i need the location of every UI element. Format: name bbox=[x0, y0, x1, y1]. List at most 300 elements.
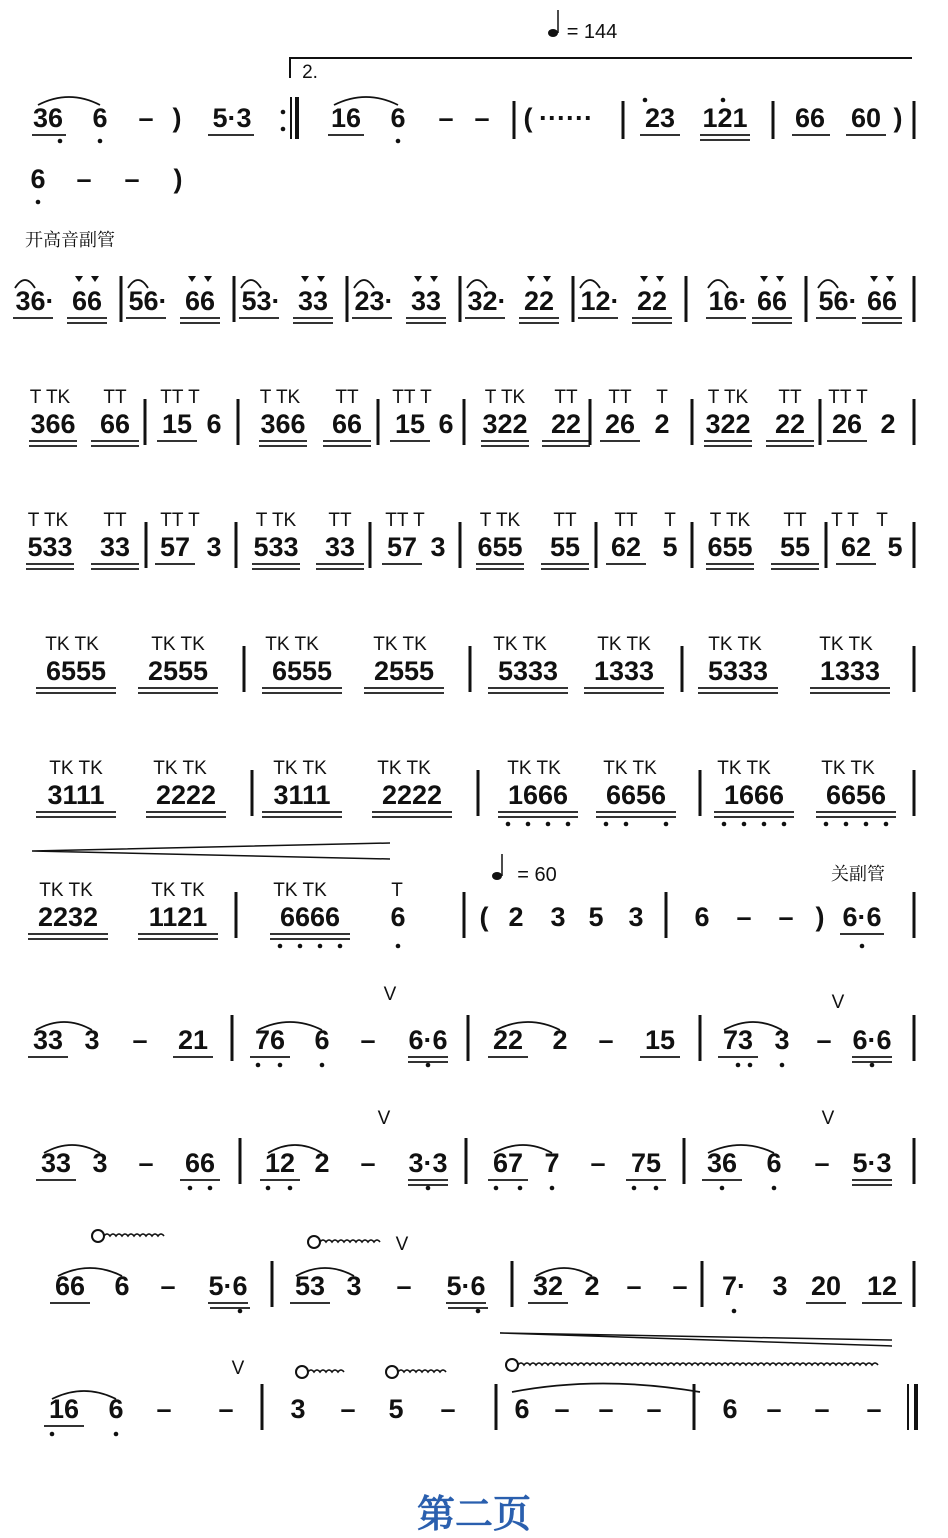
tonguing-mark: TK TK bbox=[265, 634, 319, 655]
octave-dot bbox=[320, 1063, 325, 1068]
note: 3 bbox=[206, 532, 222, 562]
note: – bbox=[672, 1271, 688, 1301]
note: 75 bbox=[630, 1148, 662, 1178]
note: 2555 bbox=[147, 656, 209, 686]
note: 15 bbox=[644, 1025, 676, 1055]
tonguing-mark: T TK bbox=[259, 387, 301, 408]
tonguing-mark: TK TK bbox=[377, 758, 431, 779]
note: 6 bbox=[514, 1394, 530, 1424]
octave-dot bbox=[762, 822, 767, 827]
note: 15 bbox=[394, 409, 426, 439]
note: – bbox=[340, 1394, 356, 1424]
octave-dot bbox=[870, 1063, 875, 1068]
accent-mark bbox=[414, 276, 422, 282]
note: 20 bbox=[810, 1271, 842, 1301]
octave-dot bbox=[844, 822, 849, 827]
note: 6 bbox=[206, 409, 222, 439]
note: 1121 bbox=[148, 902, 208, 932]
note: 62 bbox=[610, 532, 642, 562]
note: – bbox=[866, 1394, 882, 1424]
tie bbox=[512, 1384, 700, 1393]
octave-dot bbox=[476, 1309, 481, 1314]
note: – bbox=[440, 1394, 456, 1424]
trill-line bbox=[104, 1234, 164, 1236]
octave-dot bbox=[736, 1063, 741, 1068]
note: 5 bbox=[388, 1394, 404, 1424]
note: 7 bbox=[544, 1148, 560, 1178]
note: 55 bbox=[549, 532, 581, 562]
note: 66 bbox=[866, 286, 898, 316]
note: 32 bbox=[532, 1271, 564, 1301]
octave-dot bbox=[494, 1186, 499, 1191]
note: 67 bbox=[492, 1148, 524, 1178]
breath-mark: V bbox=[383, 984, 397, 1005]
note: 6 bbox=[722, 1394, 738, 1424]
note: 2 bbox=[654, 409, 670, 439]
trill-mark bbox=[92, 1230, 104, 1242]
octave-dot bbox=[36, 200, 41, 205]
trill-line bbox=[398, 1370, 446, 1372]
tonguing-mark: T bbox=[391, 880, 403, 901]
accent-mark bbox=[301, 276, 309, 282]
note: 3 bbox=[774, 1025, 790, 1055]
accent-mark bbox=[886, 276, 894, 282]
tonguing-mark: TK TK bbox=[273, 758, 327, 779]
note: 53· bbox=[241, 286, 281, 316]
note: 7· bbox=[721, 1271, 747, 1301]
tonguing-mark: TT T bbox=[392, 387, 432, 408]
note: 12 bbox=[866, 1271, 898, 1301]
note: 6 bbox=[92, 103, 108, 133]
hairpin bbox=[32, 843, 390, 859]
octave-dot bbox=[624, 822, 629, 827]
note: 6·6 bbox=[408, 1025, 448, 1055]
trill-mark bbox=[386, 1366, 398, 1378]
tonguing-mark: TT T bbox=[160, 387, 200, 408]
accent-mark bbox=[656, 276, 664, 282]
octave-dot bbox=[288, 1186, 293, 1191]
note: 36· bbox=[15, 286, 55, 316]
note: 366 bbox=[260, 409, 306, 439]
note: – bbox=[132, 1025, 148, 1055]
note: 22 bbox=[523, 286, 555, 316]
note: 16 bbox=[330, 103, 362, 133]
note: 322 bbox=[482, 409, 528, 439]
note: ( bbox=[479, 902, 489, 932]
note: – bbox=[646, 1394, 662, 1424]
tonguing-mark: T TK bbox=[479, 510, 521, 531]
note: 5·3 bbox=[852, 1148, 892, 1178]
tempo-marking: = 60 bbox=[517, 864, 557, 886]
tonguing-mark: T bbox=[664, 510, 676, 531]
octave-dot bbox=[643, 98, 648, 103]
note: 22 bbox=[492, 1025, 524, 1055]
note: 5 bbox=[887, 532, 903, 562]
note: 366 bbox=[30, 409, 76, 439]
note: 533 bbox=[253, 532, 299, 562]
note: – bbox=[156, 1394, 172, 1424]
tonguing-mark: TK TK bbox=[273, 880, 327, 901]
volta-label: 2. bbox=[302, 62, 318, 83]
note: 33 bbox=[32, 1025, 64, 1055]
note: – bbox=[554, 1394, 570, 1424]
tonguing-mark: T bbox=[876, 510, 888, 531]
note: 76 bbox=[254, 1025, 286, 1055]
octave-dot bbox=[772, 1186, 777, 1191]
page-label: 第二页 bbox=[416, 1492, 531, 1536]
note: – bbox=[360, 1025, 376, 1055]
note: 3111 bbox=[273, 780, 331, 810]
note: 6666 bbox=[279, 902, 341, 932]
note: 3·3 bbox=[408, 1148, 448, 1178]
octave-dot bbox=[721, 98, 726, 103]
tonguing-mark: T TK bbox=[255, 510, 297, 531]
tonguing-mark: T TK bbox=[29, 387, 71, 408]
note: 36 bbox=[706, 1148, 738, 1178]
accent-mark bbox=[543, 276, 551, 282]
note: – bbox=[160, 1271, 176, 1301]
note: – bbox=[598, 1025, 614, 1055]
tonguing-mark: TT bbox=[554, 387, 578, 408]
note: 36 bbox=[32, 103, 64, 133]
note: – bbox=[218, 1394, 234, 1424]
note: – bbox=[766, 1394, 782, 1424]
octave-dot bbox=[426, 1063, 431, 1068]
octave-dot bbox=[864, 822, 869, 827]
note: 16· bbox=[708, 286, 748, 316]
octave-dot bbox=[338, 944, 343, 949]
note: – bbox=[814, 1148, 830, 1178]
octave-dot bbox=[780, 1063, 785, 1068]
octave-dot bbox=[208, 1186, 213, 1191]
accent-mark bbox=[75, 276, 83, 282]
note: 3 bbox=[92, 1148, 108, 1178]
tonguing-mark: TT T bbox=[828, 387, 868, 408]
tonguing-mark: TK TK bbox=[717, 758, 771, 779]
note: 6656 bbox=[605, 780, 667, 810]
octave-dot bbox=[238, 1309, 243, 1314]
octave-dot bbox=[526, 822, 531, 827]
note: 6 bbox=[314, 1025, 330, 1055]
note: 66 bbox=[756, 286, 788, 316]
note: 3 bbox=[550, 902, 566, 932]
tonguing-mark: TK TK bbox=[603, 758, 657, 779]
accent-mark bbox=[430, 276, 438, 282]
note: – bbox=[360, 1148, 376, 1178]
octave-dot bbox=[281, 127, 286, 132]
accent-mark bbox=[317, 276, 325, 282]
note: 23· bbox=[354, 286, 394, 316]
note: 6555 bbox=[271, 656, 333, 686]
note: – bbox=[438, 103, 454, 133]
accent-mark bbox=[527, 276, 535, 282]
octave-dot bbox=[506, 822, 511, 827]
tonguing-mark: TK TK bbox=[151, 634, 205, 655]
tonguing-mark: TK TK bbox=[373, 634, 427, 655]
note: 66 bbox=[794, 103, 826, 133]
note: 6 bbox=[390, 902, 406, 932]
note: 1333 bbox=[819, 656, 881, 686]
octave-dot bbox=[782, 822, 787, 827]
note: 66 bbox=[184, 1148, 216, 1178]
octave-dot bbox=[654, 1186, 659, 1191]
octave-dot bbox=[664, 822, 669, 827]
note: 33 bbox=[410, 286, 442, 316]
octave-dot bbox=[396, 944, 401, 949]
note: 26 bbox=[831, 409, 863, 439]
hairpin bbox=[500, 1333, 892, 1346]
note: – bbox=[138, 1148, 154, 1178]
tonguing-mark: TT bbox=[783, 510, 807, 531]
note: 22 bbox=[550, 409, 582, 439]
tonguing-mark: T TK bbox=[484, 387, 526, 408]
note: 6 bbox=[766, 1148, 782, 1178]
note: 12 bbox=[264, 1148, 296, 1178]
trill-line bbox=[308, 1370, 344, 1372]
trill-mark bbox=[308, 1236, 320, 1248]
octave-dot bbox=[632, 1186, 637, 1191]
accent-mark bbox=[188, 276, 196, 282]
tonguing-mark: TT bbox=[778, 387, 802, 408]
note: – bbox=[590, 1148, 606, 1178]
note: 55 bbox=[779, 532, 811, 562]
note: 56· bbox=[128, 286, 168, 316]
tonguing-mark: TT bbox=[608, 387, 632, 408]
accent-mark bbox=[91, 276, 99, 282]
note: 6 bbox=[30, 164, 46, 194]
note: 66 bbox=[99, 409, 131, 439]
note: 33 bbox=[297, 286, 329, 316]
score-content bbox=[13, 10, 916, 1436]
note: 2 bbox=[508, 902, 524, 932]
note: 3 bbox=[346, 1271, 362, 1301]
tonguing-mark: TT bbox=[328, 510, 352, 531]
note: 56· bbox=[818, 286, 858, 316]
note: 1333 bbox=[593, 656, 655, 686]
note: 66 bbox=[331, 409, 363, 439]
note: 33 bbox=[324, 532, 356, 562]
accent-mark bbox=[760, 276, 768, 282]
accent-mark bbox=[204, 276, 212, 282]
note: 2222 bbox=[155, 780, 217, 810]
note: 5333 bbox=[707, 656, 769, 686]
note: 121 bbox=[702, 103, 748, 133]
note: 6 bbox=[694, 902, 710, 932]
note: 53 bbox=[294, 1271, 326, 1301]
note: 60 bbox=[850, 103, 882, 133]
trill-line bbox=[320, 1240, 380, 1242]
note: 655 bbox=[477, 532, 523, 562]
octave-dot bbox=[720, 1186, 725, 1191]
note: 66 bbox=[54, 1271, 86, 1301]
quarter-note-icon bbox=[492, 872, 502, 880]
note: ······ bbox=[539, 103, 593, 133]
note: 6555 bbox=[45, 656, 107, 686]
note: 3 bbox=[628, 902, 644, 932]
quarter-note-icon bbox=[548, 29, 558, 37]
note: – bbox=[138, 103, 154, 133]
octave-dot bbox=[188, 1186, 193, 1191]
tonguing-mark: TT bbox=[614, 510, 638, 531]
tonguing-mark: TK TK bbox=[151, 880, 205, 901]
octave-dot bbox=[748, 1063, 753, 1068]
note: 1666 bbox=[507, 780, 569, 810]
octave-dot bbox=[396, 139, 401, 144]
octave-dot bbox=[546, 822, 551, 827]
note: 62 bbox=[840, 532, 872, 562]
tonguing-mark: T T bbox=[831, 510, 859, 531]
octave-dot bbox=[604, 822, 609, 827]
note: 2 bbox=[552, 1025, 568, 1055]
octave-dot bbox=[884, 822, 889, 827]
note: 6656 bbox=[825, 780, 887, 810]
note: 21 bbox=[177, 1025, 209, 1055]
accent-mark bbox=[776, 276, 784, 282]
tonguing-mark: TT bbox=[103, 510, 127, 531]
note: 16 bbox=[48, 1394, 80, 1424]
accent-mark bbox=[640, 276, 648, 282]
octave-dot bbox=[278, 944, 283, 949]
note: 3 bbox=[772, 1271, 788, 1301]
note: 15 bbox=[161, 409, 193, 439]
note: 73 bbox=[722, 1025, 754, 1055]
note: 5 bbox=[662, 532, 678, 562]
note: 57 bbox=[159, 532, 191, 562]
note: 3 bbox=[84, 1025, 100, 1055]
note: – bbox=[778, 902, 794, 932]
note: 322 bbox=[705, 409, 751, 439]
octave-dot bbox=[426, 1186, 431, 1191]
annotation-open-high: 开高音副管 bbox=[25, 230, 115, 251]
note: 5 bbox=[588, 902, 604, 932]
note: ) bbox=[893, 103, 903, 133]
tempo-marking: = 144 bbox=[566, 21, 618, 43]
octave-dot bbox=[58, 139, 63, 144]
note: 32· bbox=[467, 286, 507, 316]
note: ) bbox=[815, 902, 825, 932]
note: 3 bbox=[430, 532, 446, 562]
note: 26 bbox=[604, 409, 636, 439]
note: ) bbox=[173, 164, 183, 194]
tonguing-mark: T TK bbox=[707, 387, 749, 408]
tonguing-mark: TK TK bbox=[493, 634, 547, 655]
note: 2 bbox=[880, 409, 896, 439]
accent-mark bbox=[870, 276, 878, 282]
tonguing-mark: TK TK bbox=[507, 758, 561, 779]
note: 22 bbox=[636, 286, 668, 316]
octave-dot bbox=[318, 944, 323, 949]
breath-mark: V bbox=[231, 1358, 245, 1379]
note: 5·6 bbox=[208, 1271, 248, 1301]
note: 3111 bbox=[47, 780, 105, 810]
note: 6 bbox=[108, 1394, 124, 1424]
note: – bbox=[76, 164, 92, 194]
note: 5·6 bbox=[446, 1271, 486, 1301]
octave-dot bbox=[566, 822, 571, 827]
note: 66 bbox=[71, 286, 103, 316]
note: 2232 bbox=[37, 902, 99, 932]
tonguing-mark: TK TK bbox=[49, 758, 103, 779]
tonguing-mark: TK TK bbox=[597, 634, 651, 655]
volta-bracket bbox=[290, 58, 912, 78]
tonguing-mark: TK TK bbox=[819, 634, 873, 655]
octave-dot bbox=[266, 1186, 271, 1191]
note: – bbox=[474, 103, 490, 133]
breath-mark: V bbox=[395, 1234, 409, 1255]
tonguing-mark: TK TK bbox=[45, 634, 99, 655]
trill-mark bbox=[506, 1359, 518, 1371]
note: 33 bbox=[40, 1148, 72, 1178]
note: – bbox=[814, 1394, 830, 1424]
octave-dot bbox=[114, 1432, 119, 1437]
tonguing-mark: TT bbox=[553, 510, 577, 531]
octave-dot bbox=[278, 1063, 283, 1068]
note: 23 bbox=[644, 103, 676, 133]
note: 2555 bbox=[373, 656, 435, 686]
note: 22 bbox=[774, 409, 806, 439]
note: 3 bbox=[290, 1394, 306, 1424]
note: 6 bbox=[390, 103, 406, 133]
octave-dot bbox=[860, 944, 865, 949]
octave-dot bbox=[550, 1186, 555, 1191]
octave-dot bbox=[98, 139, 103, 144]
note: 57 bbox=[386, 532, 418, 562]
note: – bbox=[626, 1271, 642, 1301]
tonguing-mark: T TK bbox=[27, 510, 69, 531]
tonguing-mark: TT T bbox=[160, 510, 200, 531]
tonguing-mark: TK TK bbox=[708, 634, 762, 655]
tonguing-mark: T bbox=[656, 387, 668, 408]
note: 655 bbox=[707, 532, 753, 562]
note: 6·6 bbox=[842, 902, 882, 932]
note: 5333 bbox=[497, 656, 559, 686]
octave-dot bbox=[256, 1063, 261, 1068]
annotation-close-sub: 关副管 bbox=[831, 864, 885, 885]
breath-mark: V bbox=[831, 992, 845, 1013]
note: ( bbox=[523, 103, 533, 133]
note: 2222 bbox=[381, 780, 443, 810]
octave-dot bbox=[722, 822, 727, 827]
tonguing-mark: TT T bbox=[385, 510, 425, 531]
tonguing-mark: T TK bbox=[709, 510, 751, 531]
breath-mark: V bbox=[377, 1108, 391, 1129]
tonguing-mark: TK TK bbox=[153, 758, 207, 779]
note: 12· bbox=[580, 286, 620, 316]
octave-dot bbox=[281, 110, 286, 115]
note: 2 bbox=[584, 1271, 600, 1301]
octave-dot bbox=[824, 822, 829, 827]
note: 2 bbox=[314, 1148, 330, 1178]
trill-mark bbox=[296, 1366, 308, 1378]
tonguing-mark: TK TK bbox=[39, 880, 93, 901]
octave-dot bbox=[50, 1432, 55, 1437]
trill-line bbox=[518, 1363, 878, 1365]
tonguing-mark: TT bbox=[103, 387, 127, 408]
note: 66 bbox=[184, 286, 216, 316]
note: – bbox=[396, 1271, 412, 1301]
note: – bbox=[736, 902, 752, 932]
tonguing-mark: TK TK bbox=[821, 758, 875, 779]
note: 1666 bbox=[723, 780, 785, 810]
note: 533 bbox=[27, 532, 73, 562]
note: 6 bbox=[438, 409, 454, 439]
note: ) bbox=[172, 103, 182, 133]
breath-mark: V bbox=[821, 1108, 835, 1129]
note: – bbox=[598, 1394, 614, 1424]
octave-dot bbox=[518, 1186, 523, 1191]
note: – bbox=[124, 164, 140, 194]
note: 6·6 bbox=[852, 1025, 892, 1055]
